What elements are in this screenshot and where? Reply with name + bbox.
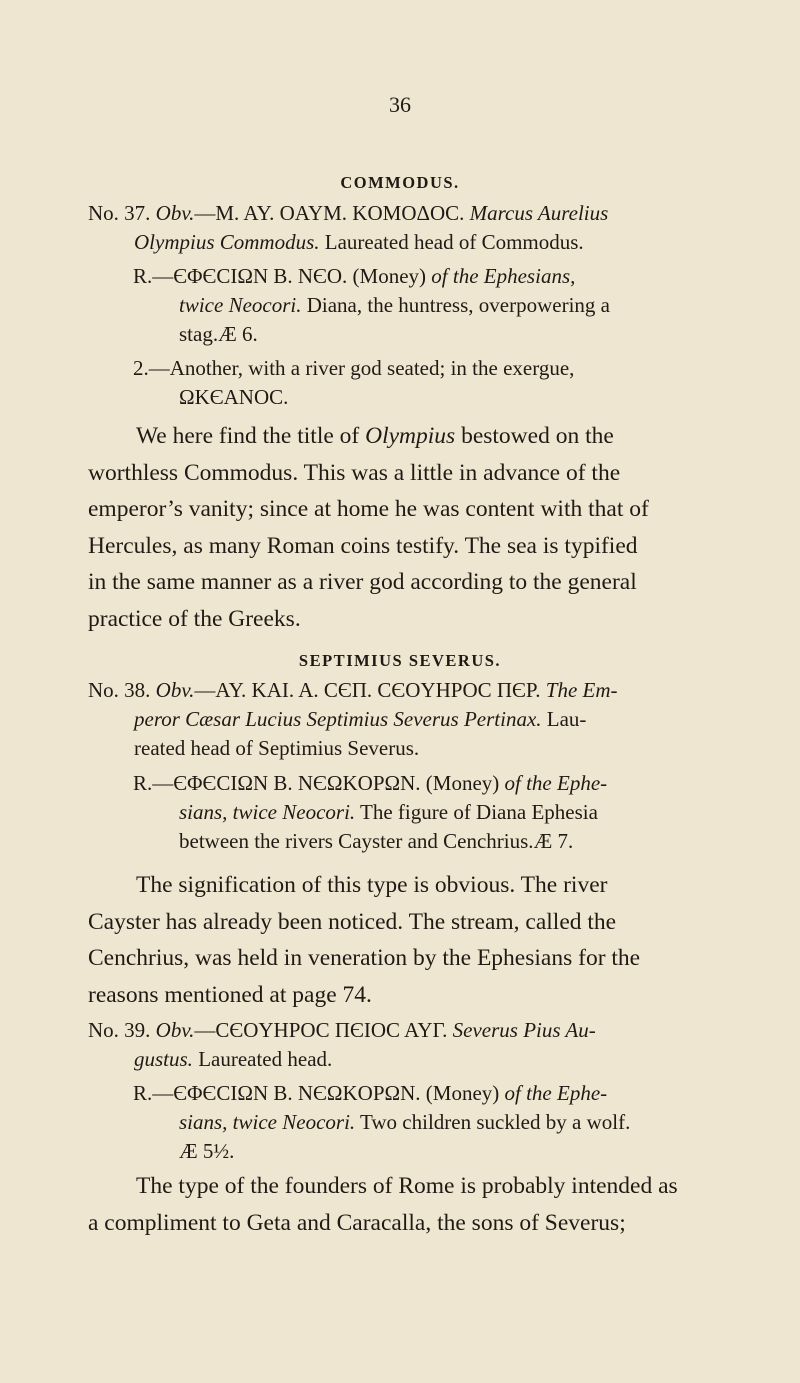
commentary-paragraph: The signification of this type is obvious. The river Cayster has already been noticed. The stream, called the Cenchrius, was held in veneration by the Ephesians for the reasons mentioned at page 74.	[88, 872, 641, 1008]
coin-entry-38	[88, 676, 748, 763]
entry-line: R.—ЄΦЄCIΩN B. NЄΩKOPΩN. (Money) of the Ephe-	[133, 1081, 608, 1105]
coin-size: Æ 6.	[218, 322, 258, 346]
entry-line: 2.—Another, with a river god seated; in the exergue,	[133, 356, 575, 380]
entry-line: ΩKЄANOC.	[179, 385, 289, 409]
entry-line: sians, twice Neocori. The figure of Diana Ephesia	[179, 800, 598, 824]
commentary-paragraph: We here find the title of Olympius bestowed on the worthless Commodus. This was a little in advance of the emperor’s vanity; since at home he was content with that of Hercules, as many Roman coins testify. The sea is typified in the same manner as a river god according to the general practice of the Greeks.	[88, 423, 649, 632]
entry-line: No. 38. Obv.—AY. KAI. A. CЄΠ. CЄOYHPOC ΠЄP. The Em-	[88, 678, 618, 702]
entry-line: twice Neocori. Diana, the huntress, overpowering a	[179, 293, 610, 317]
entry-line: Olympius Commodus. Laureated head of Commodus.	[134, 230, 584, 254]
entry-line: R.—ЄΦЄCIΩN B. NЄO. (Money) of the Ephesians,	[133, 264, 576, 288]
coin-size: Æ 5½.	[179, 1139, 235, 1163]
coin-size: Æ 7.	[533, 829, 574, 853]
entry-line: No. 37. Obv.—M. AY. OAYM. KOMOΔOC. Marcus Aurelius	[88, 201, 609, 225]
entry-line: reated head of Septimius Severus.	[134, 736, 420, 760]
coin-entry-37	[88, 199, 748, 257]
entry-line: sians, twice Neocori. Two children suckled by a wolf.	[179, 1110, 631, 1134]
entry-line: gustus. Laureated head.	[134, 1047, 333, 1071]
entry-line: between the rivers Cayster and Cenchrius.Æ 7.	[179, 829, 574, 853]
coin-reverse-39	[133, 1079, 748, 1166]
entry-line: No. 39. Obv.—CЄOYHPOC ΠЄIOC AYΓ. Severus Pius Au-	[88, 1018, 596, 1042]
section-heading-commodus: COMMODUS.	[340, 173, 460, 192]
entry-line: stag.Æ 6.	[179, 322, 258, 346]
coin-reverse-37	[133, 262, 748, 349]
coin-entry-39	[88, 1016, 748, 1074]
coin-variant-2	[133, 354, 748, 412]
entry-line: peror Cæsar Lucius Septimius Severus Pertinax. Lau-	[134, 707, 587, 731]
section-heading-septimius-severus: SEPTIMIUS SEVERUS.	[298, 651, 502, 670]
coin-reverse-38	[133, 769, 748, 856]
commentary-paragraph: The type of the founders of Rome is probably intended as a compliment to Geta and Caracalla, the sons of Severus;	[88, 1173, 678, 1236]
page-number: 36	[389, 92, 411, 117]
entry-line: R.—ЄΦЄCIΩN B. NЄΩKOPΩN. (Money) of the Ephe-	[133, 771, 608, 795]
